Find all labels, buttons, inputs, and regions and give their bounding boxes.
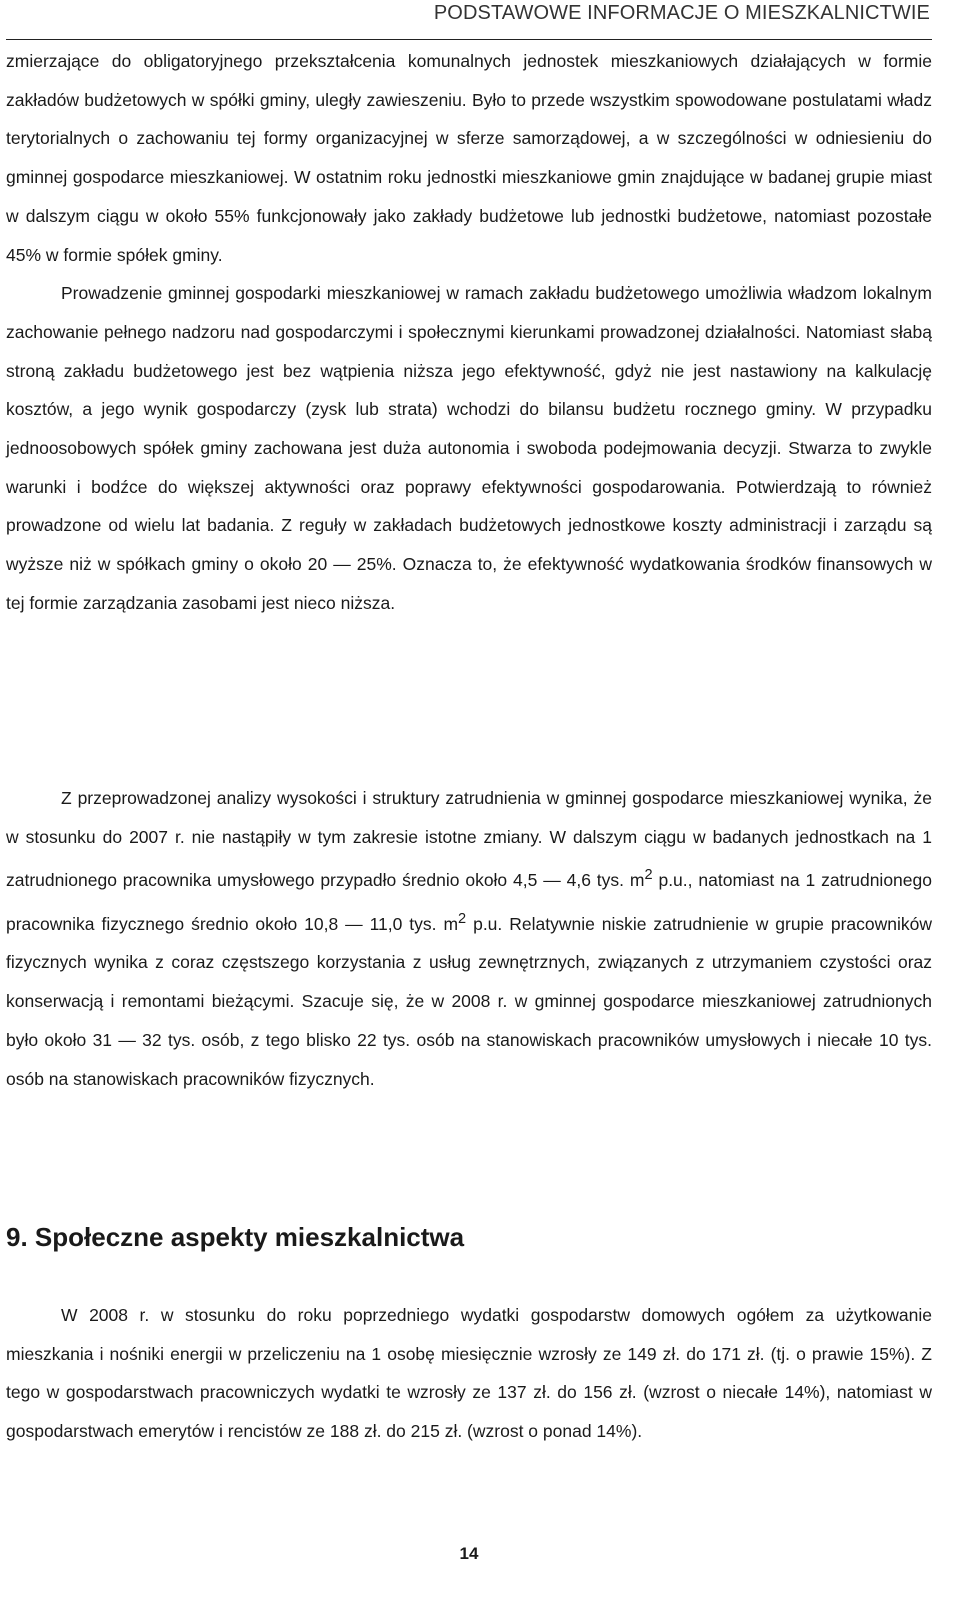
paragraph-1: zmierzające do obligatoryjnego przekształcenia komunalnych jednostek mieszkaniowych działających w formie zakładów budżetowych w spółki gminy, uległy zawieszeniu. Było to przede wszystkim spowodowane postulatami władz terytorialnych o zachowaniu tej formy organizacyjnej w sferze samorządowej, a w szczególności w odniesieniu do gminnej gospodarce mieszkaniowej. W ostatnim roku jednostki mieszkaniowe gmin znajdujące w badanej grupie miast w dalszym ciągu w około 55% funkcjonowały jako zakłady budżetowe lub jednostki budżetowe, natomiast pozostałe 45% w formie spółek gminy.	[6, 51, 932, 265]
text-block-1	[6, 42, 932, 623]
superscript-square-1: 2	[644, 867, 653, 884]
paragraph-3-part-b: p.u., natomiast na 1 zatrudnionego pracownika fizycznego średnio około 10,8 — 11,0 tys. m	[6, 870, 932, 934]
paragraph-2: Prowadzenie gminnej gospodarki mieszkaniowej w ramach zakładu budżetowego umożliwia władzom lokalnym zachowanie pełnego nadzoru nad gospodarczymi i społecznymi kierunkami prowadzonej działalności. Natomiast słabą stroną zakładu budżetowego jest bez wątpienia niższa jego efektywność, gdyż nie jest nastawiony na kalkulację kosztów, a jego wynik gospodarczy (zysk lub strata) wchodzi do bilansu budżetu rocznego gminy. W przypadku jednoosobowych spółek gminy zachowana jest duża autonomia i swoboda podejmowania decyzji. Stwarza to zwykle warunki i bodźce do większej aktywności oraz poprawy efektywności gospodarowania. Potwierdzają to również prowadzone od wielu lat badania. Z reguły w zakładach budżetowych jednostkowe koszty administracji i zarządu są wyższe niż w spółkach gminy o około 20 — 25%. Oznacza to, że efektywność wydatkowania środków finansowych w tej formie zarządzania zasobami jest nieco niższa.	[6, 283, 932, 613]
running-header: PODSTAWOWE INFORMACJE O MIESZKALNICTWIE	[433, 2, 930, 24]
superscript-square-2: 2	[458, 910, 467, 927]
paragraph-3-part-a: Z przeprowadzonej analizy wysokości i struktury zatrudnienia w gminnej gospodarce mieszkaniowej wynika, że w stosunku do 2007 r. nie nastąpiły w tym zakresie istotne zmiany. W dalszym ciągu w badanych jednostkach na 1 zatrudnionego pracownika umysłowego przypadło średnio około 4,5 — 4,6 tys. m	[6, 788, 932, 891]
text-block-2	[6, 779, 932, 1098]
page-number: 14	[459, 1544, 479, 1563]
header-rule	[6, 39, 932, 40]
text-block-3	[6, 1296, 932, 1451]
section-heading: 9. Społeczne aspekty mieszkalnictwa	[6, 1222, 465, 1252]
paragraph-3	[6, 779, 932, 1098]
paragraph-3-part-c: p.u. Relatywnie niskie zatrudnienie w grupie pracowników fizycznych wynika z coraz częstszego korzystania z usług zewnętrznych, związanych z utrzymaniem czystości oraz konserwacją i remontami bieżącymi. Szacuje się, że w 2008 r. w gminnej gospodarce mieszkaniowej zatrudnionych było około 31 — 32 tys. osób, z tego blisko 22 tys. osób na stanowiskach pracowników umysłowych i niecałe 10 tys. osób na stanowiskach pracowników fizycznych.	[6, 913, 933, 1089]
paragraph-4: W 2008 r. w stosunku do roku poprzedniego wydatki gospodarstw domowych ogółem za użytkowanie mieszkania i nośniki energii w przeliczeniu na 1 osobę miesięcznie wzrosły ze 149 zł. do 171 zł. (tj. o prawie 15%). Z tego w gospodarstwach pracowniczych wydatki te wzrosły ze 137 zł. do 156 zł. (wzrost o niecałe 14%), natomiast w gospodarstwach emerytów i rencistów ze 188 zł. do 215 zł. (wzrost o ponad 14%).	[6, 1305, 932, 1442]
